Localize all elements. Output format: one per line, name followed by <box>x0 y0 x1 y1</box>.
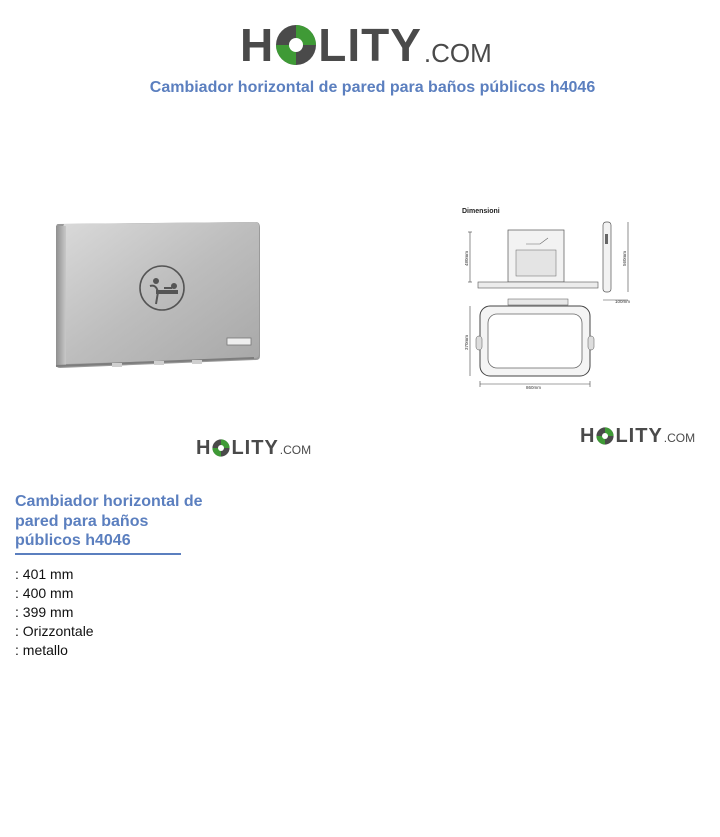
dim-height-open: 370mm <box>464 334 469 350</box>
dim-depth: 100mm <box>615 299 631 304</box>
logo-circle-icon <box>212 439 230 457</box>
logo-letter-h: H <box>196 437 212 459</box>
logo-letters-lity: LITY <box>615 425 663 447</box>
logo-letters-lity: LITY <box>231 437 279 459</box>
page-title: Cambiador horizontal de pared para baños públicos h4046 <box>149 79 596 96</box>
dim-height-side: 560mm <box>622 250 627 266</box>
logo-letter-h: H <box>240 19 275 71</box>
logo-dotcom: .COM <box>279 443 312 457</box>
logo-letter-h: H <box>580 425 596 447</box>
spec-item: : metallo <box>15 642 68 658</box>
dimension-drawing[interactable] <box>458 204 658 394</box>
spec-item: : Orizzontale <box>15 623 94 639</box>
section-title: Cambiador horizontal de pared para baños públicos h4046 <box>15 493 203 549</box>
drawing-heading: Dimensioni <box>462 208 500 215</box>
spec-item: : 400 mm <box>15 585 74 601</box>
dim-height-front: 480mm <box>464 250 469 266</box>
logo-letters-lity: LITY <box>318 19 422 71</box>
holity-logo-small-right <box>580 426 695 446</box>
logo-circle-icon <box>275 24 317 66</box>
holity-logo-small-left <box>196 438 311 458</box>
changing-table-illustration <box>52 218 264 376</box>
logo-dotcom: .COM <box>663 431 696 445</box>
holity-logo[interactable] <box>240 12 492 71</box>
dim-width: 860mm <box>526 385 542 390</box>
logo-circle-icon <box>596 427 614 445</box>
logo-dotcom: .COM <box>423 38 492 68</box>
spec-list <box>15 565 94 660</box>
spec-item: : 401 mm <box>15 566 74 582</box>
product-image[interactable] <box>52 218 264 376</box>
section-divider <box>15 553 181 555</box>
spec-item: : 399 mm <box>15 604 74 620</box>
